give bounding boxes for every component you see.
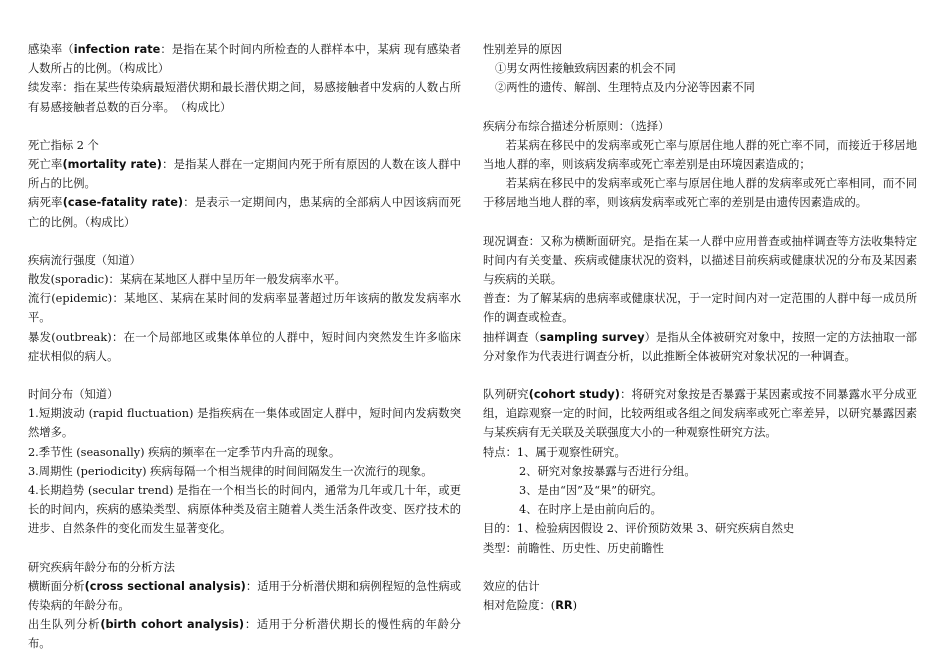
cohort-study-prefix: 队列研究 bbox=[483, 388, 529, 402]
case-fatality-term: (case-fatality rate) bbox=[62, 196, 184, 210]
death-indicators-header: 死亡指标 2 个 bbox=[28, 138, 99, 152]
cross-sectional-prefix: 横断面分析 bbox=[28, 579, 85, 593]
time-item-2: 2.季节性 (seasonally) 疾病的频率在一定季节内升高的现象。 bbox=[28, 445, 341, 459]
mortality-rate-definition: ：是指某人群在一定期间内死于所有原因的人数在该人群中所占的比例。 bbox=[28, 158, 461, 191]
cohort-feature-4: 4、在时序上是由前向后的。 bbox=[519, 503, 662, 517]
cohort-feature-2: 2、研究对象按暴露与否进行分组。 bbox=[519, 464, 696, 478]
time-item-1: 1.短期波动 (rapid fluctuation) 是指疾病在一集体或固定人群中，短时间内发病数突然增多。 bbox=[28, 407, 461, 440]
cohort-feature-3: 3、是由“因”及“果”的研究。 bbox=[519, 484, 663, 498]
infection-rate-paragraph bbox=[28, 40, 461, 78]
mortality-rate-prefix: 死亡率 bbox=[28, 158, 63, 172]
birth-cohort-prefix: 出生队列分析 bbox=[28, 618, 101, 632]
infection-rate-definition: ：是指在某个时间内所检查的人群样本中，某病 现有感染者人数所占的比例。（构成比） bbox=[28, 43, 461, 76]
mortality-rate-paragraph bbox=[28, 155, 461, 193]
migrant-principle-2: 若某病在移民中的发病率或死亡率与原居住地人群的发病率或死亡率相同，而不同于移居地当地人群的率，则该病发病率或死亡率的差别是由遗传因素造成的。 bbox=[483, 177, 917, 210]
relative-risk-term: RR bbox=[555, 599, 573, 613]
outbreak-paragraph: 暴发(outbreak)：在一个局部地区或集体单位的人群中，短时间内突然发生许多临床症状相似的病人。 bbox=[28, 330, 461, 363]
birth-cohort-paragraph bbox=[28, 615, 461, 653]
case-fatality-paragraph bbox=[28, 193, 461, 231]
migrant-principle-header: 疾病分布综合描述分析原则：（选择） bbox=[483, 119, 670, 133]
sampling-survey-prefix: 抽样调查（ bbox=[483, 330, 540, 344]
birth-cohort-definition: ：适用于分析潜伏期长的慢性病的年龄分布。 bbox=[28, 618, 461, 651]
cross-sectional-paragraph bbox=[28, 577, 461, 615]
cross-sectional-term: (cross sectional analysis) bbox=[84, 579, 246, 593]
gender-reason-2: ②两性的遗传、解剖、生理特点及内分泌等因素不同 bbox=[495, 81, 755, 95]
sampling-survey-term: sampling survey bbox=[539, 330, 645, 344]
birth-cohort-term: (birth cohort analysis) bbox=[100, 618, 245, 632]
effect-estimation-header: 效应的估计 bbox=[483, 579, 540, 593]
migrant-principle-1: 若某病在移民中的发病率或死亡率与原居住地人群的死亡率不同，而接近于移居地当地人群的率，则该病发病率或死亡率差别是由环境因素造成的； bbox=[483, 138, 917, 172]
relative-risk-suffix: ) bbox=[572, 599, 578, 613]
cross-sectional-definition: ：适用于分析潜伏期和病例程短的急性病或传染病的年龄分布。 bbox=[28, 579, 461, 613]
relative-risk-prefix: 相对危险度：( bbox=[483, 599, 556, 613]
sporadic-paragraph: 散发(sporadic)：某病在某地区人群中呈历年一般发病率水平。 bbox=[28, 273, 346, 287]
epidemic-paragraph: 流行(epidemic)：某地区、某病在某时间的发病率显著超过历年该病的散发发病率水平。 bbox=[28, 292, 461, 325]
gender-reason-1: ①男女两性接触致病因素的机会不同 bbox=[495, 62, 676, 76]
cohort-study-term: (cohort study) bbox=[528, 388, 620, 402]
time-item-3: 3.周期性 (periodicity) 疾病每隔一个相当规律的时间间隔发生一次流行的现象。 bbox=[28, 464, 433, 478]
time-item-4: 4.长期趋势 (secular trend) 是指在一个相当长的时间内，通常为几年或几十年，或更长的时间内，疾病的感染类型、病原体种类及宿主随着人类生活条件改变、医疗技术的进步、自然条件的变化而发生显著变化。 bbox=[28, 484, 461, 536]
cohort-purpose: 目的：1、检验病因假设 2、评价预防效果 3、研究疾病自然史 bbox=[483, 522, 795, 536]
left-column bbox=[28, 40, 461, 654]
right-column bbox=[483, 40, 917, 615]
infection-rate-prefix: 感染率（ bbox=[28, 43, 74, 56]
cohort-feature-1: 特点：1、属于观察性研究。 bbox=[483, 445, 626, 459]
case-fatality-definition: ：是表示一定期间内，患某病的全部病人中因该病而死亡的比例。（构成比） bbox=[28, 196, 461, 229]
cohort-study-paragraph bbox=[483, 385, 917, 443]
mortality-rate-term: (mortality rate) bbox=[62, 158, 162, 172]
census-paragraph: 普查：为了解某病的患病率或健康状况，于一定时间内对一定范围的人群中每一成员所作的调查或检查。 bbox=[483, 292, 917, 325]
cohort-types: 类型：前瞻性、历史性、历史前瞻性 bbox=[483, 541, 664, 555]
case-fatality-prefix: 病死率 bbox=[28, 196, 63, 210]
relative-risk-paragraph bbox=[483, 596, 917, 615]
cohort-study-definition: ：将研究对象按是否暴露于某因素或按不同暴露水平分成亚组，追踪观察一定的时间，比较两组或各组之间发病率或死亡率差异，以研究暴露因素与某疾病有无关联及关联强度大小的一种观察性研究方法。 bbox=[483, 388, 917, 440]
time-distribution-header: 时间分布（知道） bbox=[28, 388, 119, 402]
age-analysis-header: 研究疾病年龄分布的分析方法 bbox=[28, 560, 175, 574]
secondary-attack-rate-paragraph: 续发率：指在某些传染病最短潜伏期和最长潜伏期之间，易感接触者中发病的人数占所有易感接触者总数的百分率。 （构成比） bbox=[28, 81, 461, 114]
sampling-survey-paragraph bbox=[483, 328, 917, 366]
sampling-survey-definition: ）是指从全体被研究对象中，按照一定的方法抽取一部分对象作为代表进行调查分析，以此推断全体被研究对象状况的一种调查。 bbox=[483, 330, 917, 363]
infection-rate-term: infection rate bbox=[73, 43, 161, 56]
gender-difference-header: 性别差异的原因 bbox=[483, 43, 563, 56]
cross-sectional-survey-paragraph: 现况调查：又称为横断面研究。是指在某一人群中应用普查或抽样调查等方法收集特定时间内有关变量、疾病或健康状况的资料，以描述目前疾病或健康状况的分布及某因素与疾病的关联。 bbox=[483, 234, 917, 287]
epidemic-intensity-header: 疾病流行强度（知道） bbox=[28, 253, 141, 267]
